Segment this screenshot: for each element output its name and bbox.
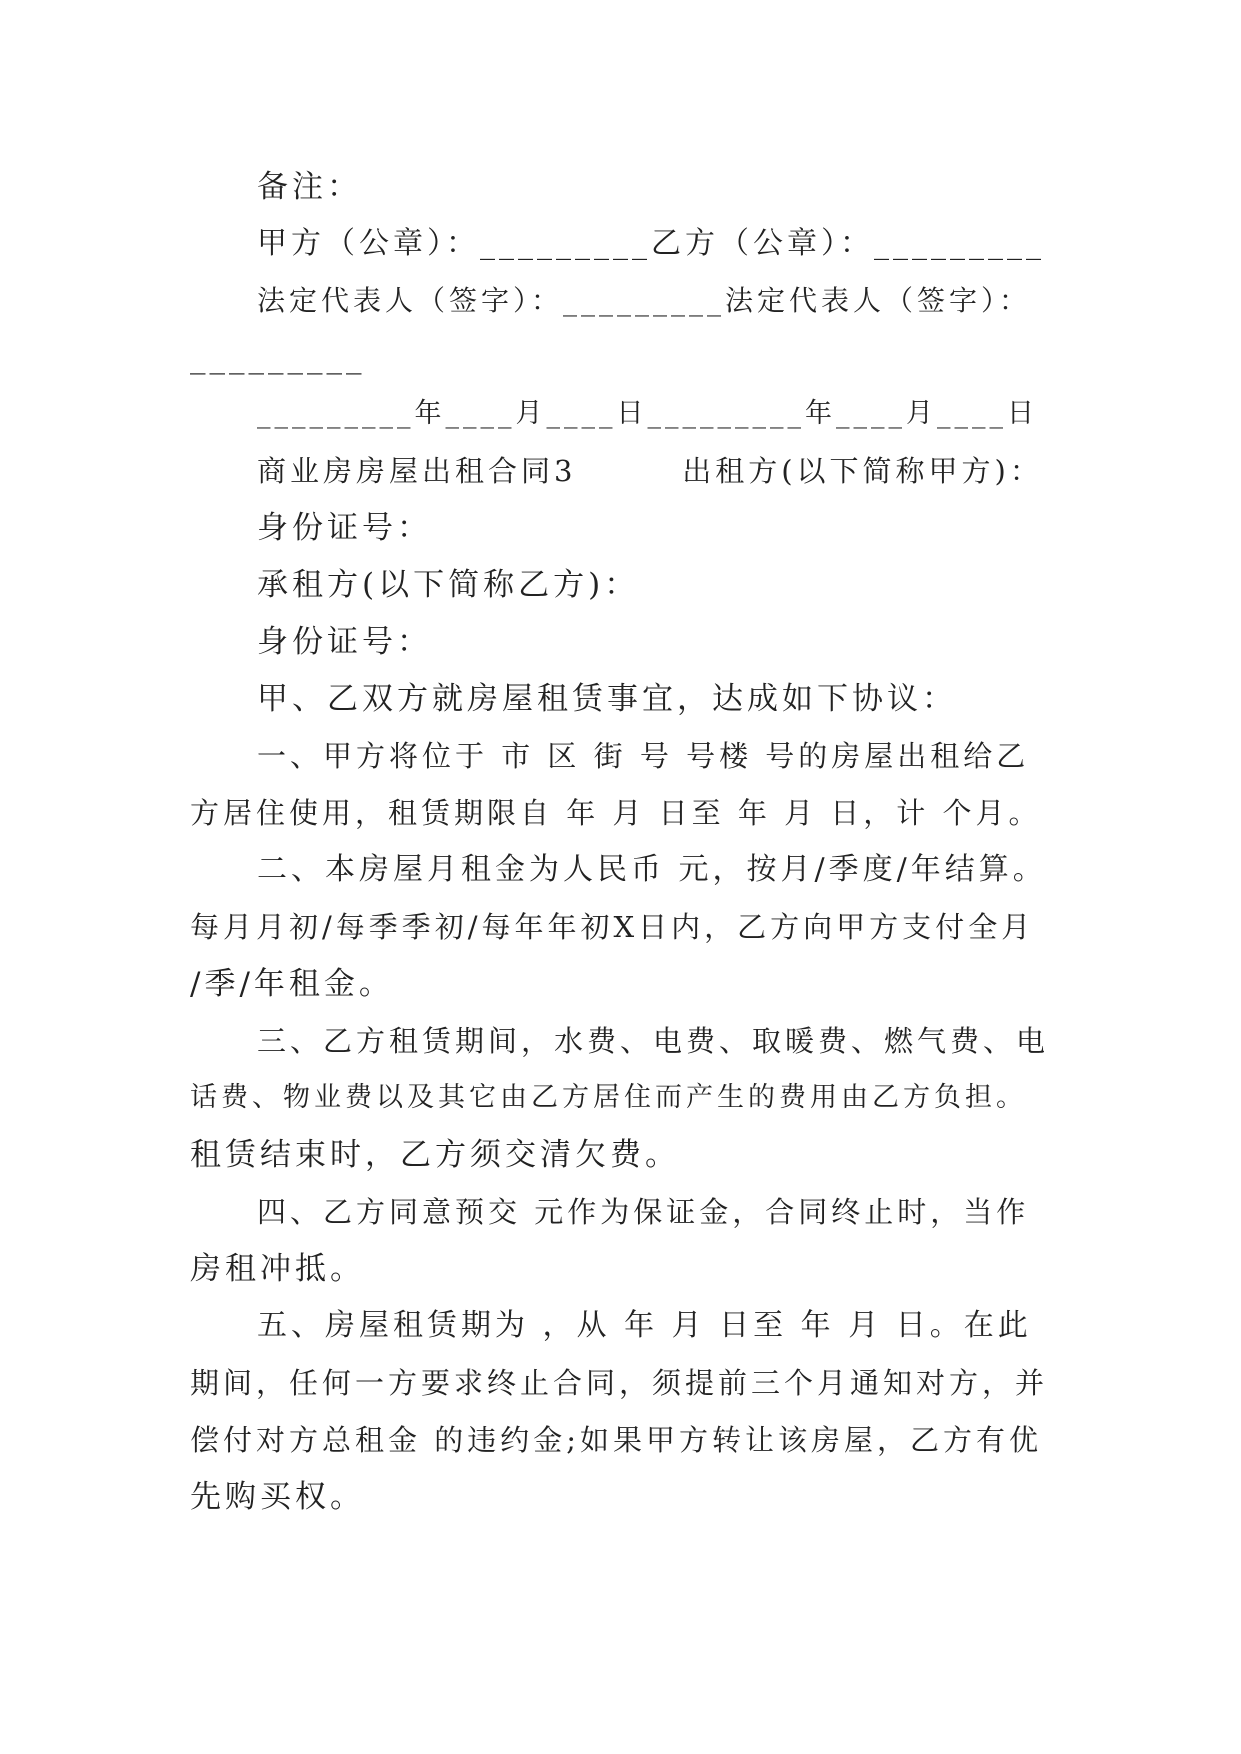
contract-title-line: 商业房房屋出租合同3 出租方(以下简称甲方)： — [257, 454, 1043, 488]
remarks-label: 备注： — [257, 169, 362, 205]
agreement-intro: 甲、乙双方就房屋租赁事宜，达成如下协议： — [257, 681, 957, 717]
legal-rep-line: 法定代表人（签字）：_________法定代表人（签字）： — [257, 284, 1032, 317]
clause-3-line-3: 租赁结束时，乙方须交清欠费。 — [190, 1137, 680, 1173]
clause-4-line-1: 四、乙方同意预交 元作为保证金，合同终止时，当作 — [257, 1195, 1030, 1229]
lessor-id-line: 身份证号： — [257, 510, 432, 546]
clause-4-line-2: 房租冲抵。 — [190, 1251, 365, 1287]
legal-rep-blank: _________ — [190, 339, 366, 375]
clause-5-line-1: 五、房屋租赁期为 ，从 年 月 日至 年 月 日。在此 — [257, 1308, 1032, 1343]
clause-5-line-4: 先购买权。 — [190, 1479, 365, 1515]
party-seal-line: 甲方（公章）：_________乙方（公章）：_________ — [257, 226, 1045, 261]
clause-2-line-1: 二、本房屋月租金为人民币 元，按月/季度/年结算。 — [257, 852, 1047, 887]
clause-1-line-1: 一、甲方将位于 市 区 街 号 号楼 号的房屋出租给乙 — [257, 739, 1030, 773]
clause-3-line-1: 三、乙方租赁期间，水费、电费、取暖费、燃气费、电 — [257, 1024, 1050, 1058]
lessee-line: 承租方(以下简称乙方)： — [257, 567, 640, 603]
clause-2-line-3: /季/年租金。 — [190, 966, 394, 1002]
clause-1-line-2: 方居住使用，租赁期限自 年 月 日至 年 月 日，计 个月。 — [190, 796, 1042, 830]
clause-5-line-3: 偿付对方总租金 的违约金;如果甲方转让该房屋，乙方有优 — [190, 1423, 1042, 1457]
date-line: _________年____月____日_________年____月____日 — [257, 398, 1038, 429]
clause-5-line-2: 期间，任何一方要求终止合同，须提前三个月通知对方，并 — [190, 1366, 1049, 1400]
lessee-id-line: 身份证号： — [257, 624, 432, 660]
clause-2-line-2: 每月月初/每季季初/每年年初X日内，乙方向甲方支付全月 — [190, 910, 1035, 944]
clause-3-line-2: 话费、物业费以及其它由乙方居住而产生的费用由乙方负担。 — [190, 1082, 1027, 1113]
